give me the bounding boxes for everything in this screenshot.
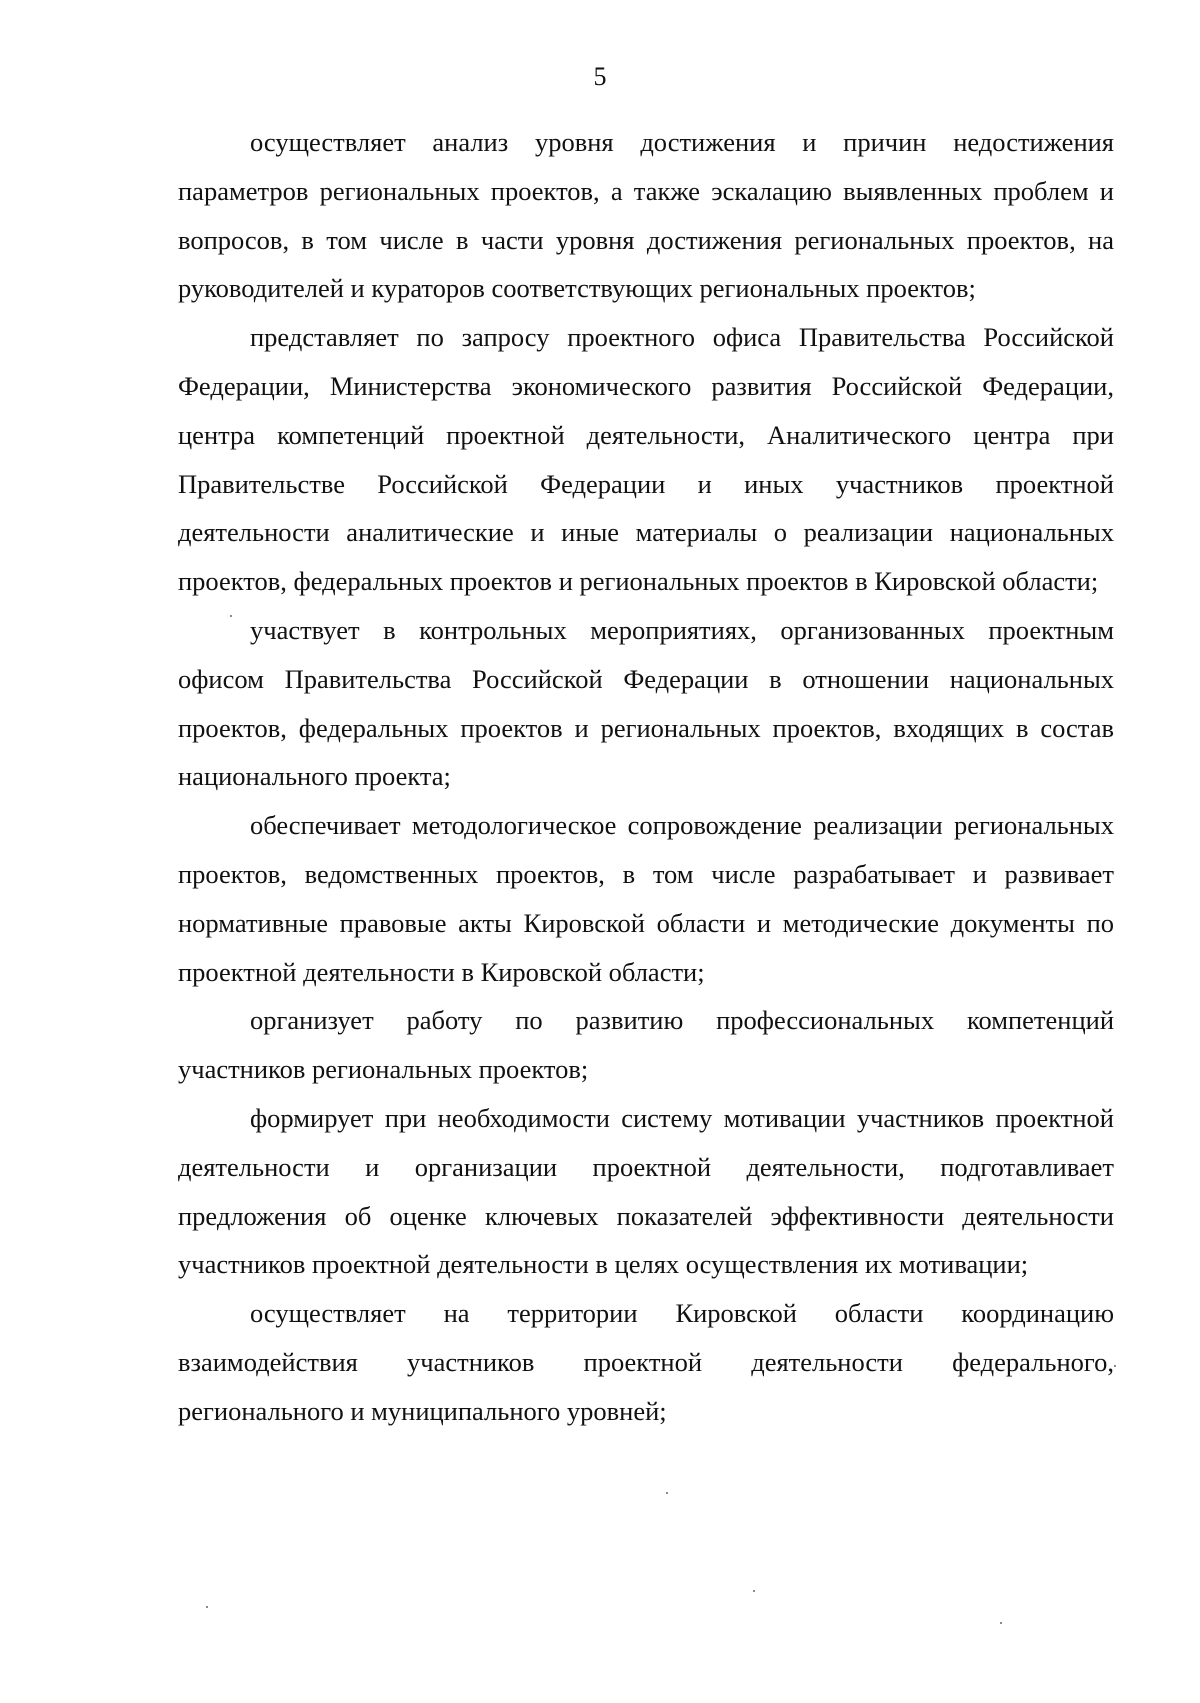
paragraph-coordination: осуществляет на территории Кировской области координацию взаимодействия участников проектной деятельности федерального, регионального и муниципального уровней; [178, 1298, 1114, 1426]
document-body [178, 118, 1114, 1436]
paragraph-materials: представляет по запросу проектного офиса Правительства Российской Федерации, Министерства экономического развития Российской Федерации, центра компетенций проектной деятельности, Аналитического центра при Правительстве Российской Федерации и иных участников проектной деятельности аналитические и иные материалы о реализации национальных проектов, федеральных проектов и региональных проектов в Кировской области; [178, 322, 1114, 597]
scan-speck [1114, 1365, 1116, 1367]
scan-speck [753, 1590, 755, 1592]
scan-speck [206, 1606, 208, 1608]
paragraph-control-events: участвует в контрольных мероприятиях, организованных проектным офисом Правительства Российской Федерации в отношении национальных проектов, федеральных проектов и региональных проектов, входящих в состав национального проекта; [178, 614, 1114, 792]
paragraph-motivation: формирует при необходимости систему мотивации участников проектной деятельности и организации проектной деятельности, подготавливает предложения об оценке ключевых показателей эффективности деятельности участников проектной деятельности в целях осуществления их мотивации; [178, 1102, 1114, 1280]
scan-speck [1000, 1622, 1002, 1624]
paragraph-competencies: организует работу по развитию профессиональных компетенций участников региональных проектов; [178, 1005, 1114, 1085]
page-number: 5 [593, 62, 607, 91]
scan-speck [230, 615, 232, 617]
paragraph-methodology: обеспечивает методологическое сопровождение реализации региональных проектов, ведомственных проектов, в том числе разрабатывает и развивает нормативные правовые акты Кировской области и методические документы по проектной деятельности в Кировской области; [178, 810, 1114, 987]
scan-speck [666, 1492, 668, 1494]
paragraph-analysis: осуществляет анализ уровня достижения и причин недостижения параметров региональных проектов, а также эскалацию выявленных проблем и вопросов, в том числе в части уровня достижения региональных проектов, на руководителей и кураторов соответствующих региональных проектов; [178, 127, 1114, 304]
